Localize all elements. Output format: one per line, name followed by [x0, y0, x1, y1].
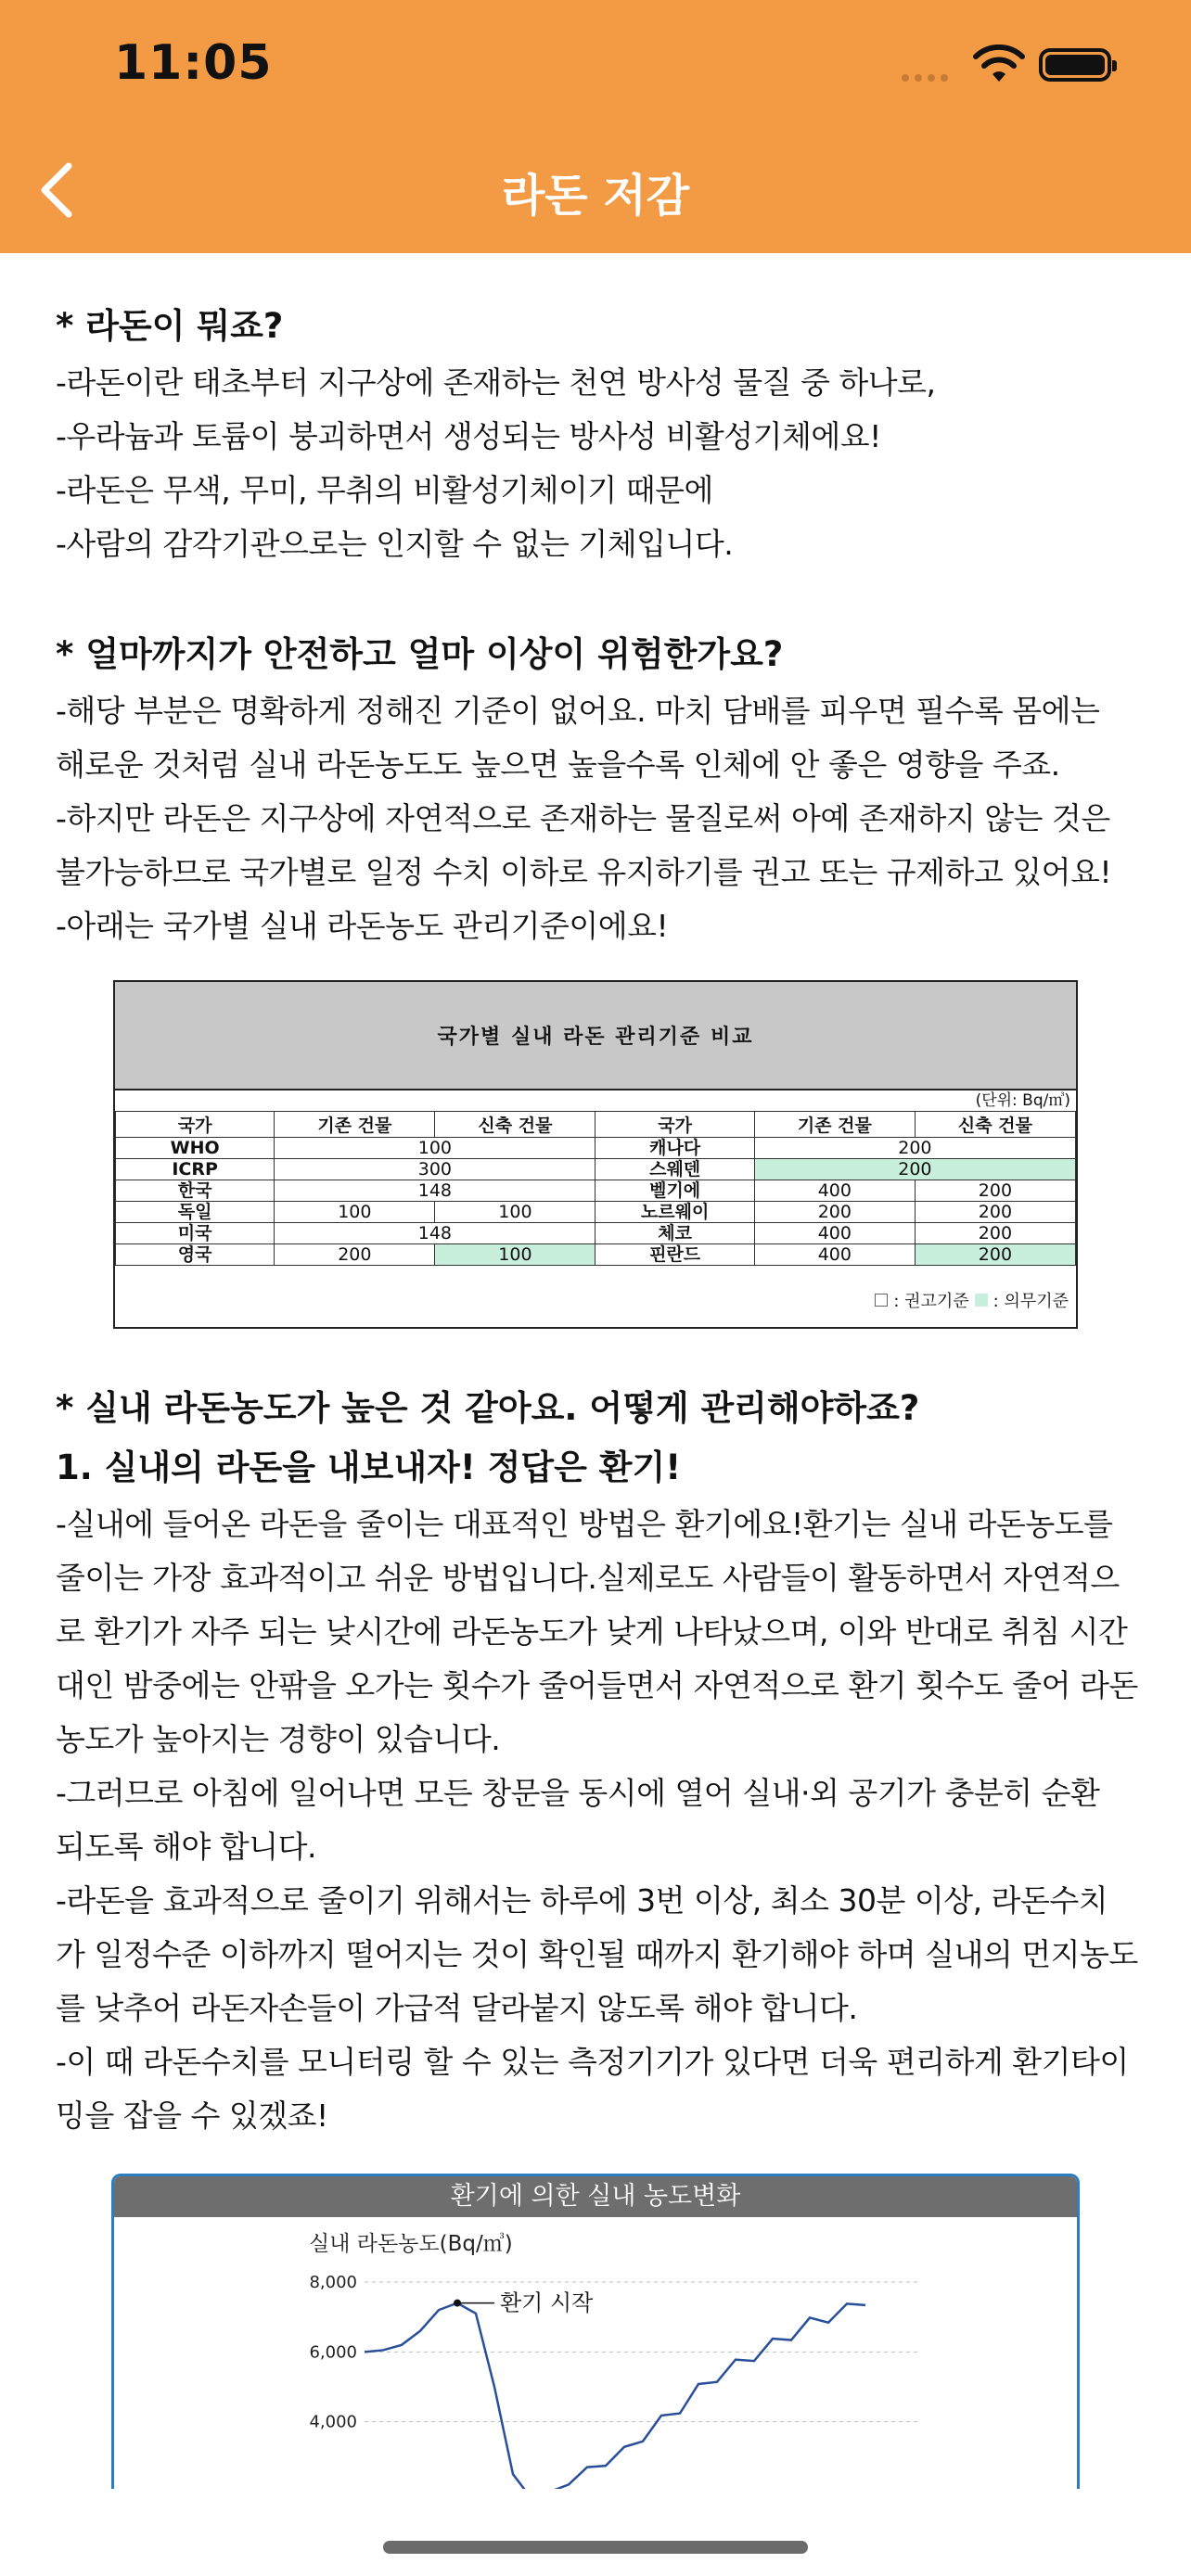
section-subheading: 1. 실내의 라돈을 내보내자! 정답은 환기! [56, 1447, 682, 1487]
paragraph-line: -우라늄과 토륨이 붕괴하면서 생성되는 방사성 비활성기체에요! [56, 418, 881, 454]
country-cell: 벨기에 [596, 1180, 754, 1202]
section-heading: * 얼마까지가 안전하고 얼마 이상이 위험한가요? [56, 634, 784, 674]
page-title: 라돈 저감 [501, 170, 690, 222]
paragraph-line: 밍을 잡을 수 있겠죠! [56, 2098, 328, 2134]
chart-ytick-label: 8,000 [309, 2273, 357, 2292]
paragraph-line: -라돈이란 태초부터 지구상에 존재하는 천연 방사성 물질 중 하나로, [56, 364, 936, 401]
status-time: 11:05 [114, 35, 273, 91]
table-row [116, 1180, 1076, 1202]
country-cell: 미국 [116, 1223, 275, 1244]
country-cell: WHO [116, 1138, 275, 1159]
chart-title: 환기에 의한 실내 농도변화 [114, 2176, 1077, 2217]
paragraph-line: 되도록 해야 합니다. [56, 1829, 316, 1865]
table-legend [875, 1288, 1069, 1312]
mandatory-legend-swatch [975, 1294, 988, 1307]
value-cell: 200 [915, 1202, 1075, 1223]
table-row [116, 1223, 1076, 1244]
value-cell: 100 [435, 1202, 596, 1223]
recommend-legend-swatch [875, 1294, 888, 1307]
legend-label: : 권고기준 [893, 1292, 969, 1311]
paragraph-line: 대인 밤중에는 안팎을 오가는 횟수가 줄어들면서 자연적으로 환기 횟수도 줄어 라돈 [56, 1667, 1138, 1703]
value-cell: 200 [754, 1202, 915, 1223]
article-content [56, 297, 1150, 953]
table-row [116, 1159, 1076, 1180]
country-cell: 체코 [596, 1223, 754, 1244]
paragraph-line: 줄이는 가장 효과적이고 쉬운 방법입니다.실제로도 사람들이 활동하면서 자연적으 [56, 1560, 1120, 1596]
paragraph-line: -아래는 국가별 실내 라돈농도 관리기준이에요! [56, 908, 669, 944]
value-cell-mandatory: 200 [915, 1244, 1075, 1266]
paragraph-line: -해당 부분은 명확하게 정해진 기준이 없어요. 마치 담배를 피우면 필수록 몸에는 [56, 693, 1100, 729]
value-cell: 200 [754, 1138, 1075, 1159]
paragraph-line: -이 때 라돈수치를 모니터링 할 수 있는 측정기기가 있다면 더욱 편리하게 환기타이 [56, 2044, 1129, 2080]
header-cell: 국가 [596, 1112, 754, 1138]
paragraph-line: 농도가 높아지는 경향이 있습니다. [56, 1721, 501, 1757]
radon-standards-table-image [113, 980, 1078, 1329]
chart-ylabel: 실내 라돈농도(Bq/㎥) [309, 2232, 513, 2256]
table-unit: (단위: Bq/㎥) [975, 1091, 1070, 1110]
paragraph-line: -라돈을 효과적으로 줄이기 위해서는 하루에 3번 이상, 최소 30분 이상, 라돈수치 [56, 1882, 1108, 1919]
paragraph-line: 로 환기가 자주 되는 낮시간에 라돈농도가 낮게 나타났으며, 이와 반대로 취침 시간 [56, 1613, 1128, 1650]
header-cell: 기존 건물 [754, 1112, 915, 1138]
country-cell: ICRP [116, 1159, 275, 1180]
table-row [116, 1138, 1076, 1159]
country-cell: 핀란드 [596, 1244, 754, 1266]
header-cell: 기존 건물 [275, 1112, 435, 1138]
country-cell: 스웨덴 [596, 1159, 754, 1180]
chart-ytick-label: 6,000 [309, 2342, 357, 2363]
section-heading: * 실내 라돈농도가 높은 것 같아요. 어떻게 관리해야하죠? [56, 1388, 920, 1428]
country-cell: 한국 [116, 1180, 275, 1202]
paragraph-line: -라돈은 무색, 무미, 무취의 비활성기체이기 때문에 [56, 472, 713, 508]
value-cell: 200 [915, 1223, 1075, 1244]
value-cell: 200 [915, 1180, 1075, 1202]
value-cell: 400 [754, 1180, 915, 1202]
paragraph-line: 가 일정수준 이하까지 떨어지는 것이 확인될 때까지 환기해야 하며 실내의 먼지농도 [56, 1936, 1138, 1972]
ventilation-chart-image [111, 2174, 1080, 2489]
value-cell-mandatory: 100 [435, 1244, 596, 1266]
paragraph-line: -사람의 감각기관으로는 인지할 수 없는 기체입니다. [56, 526, 734, 562]
table-header-row [116, 1112, 1076, 1138]
article-content-2 [56, 1379, 1150, 2143]
value-cell: 200 [275, 1244, 435, 1266]
chart-annotation-label: 환기 시작 [500, 2289, 594, 2316]
country-cell: 캐나다 [596, 1138, 754, 1159]
country-cell: 독일 [116, 1202, 275, 1223]
paragraph-line: 해로운 것처럼 실내 라돈농도도 높으면 높을수록 인체에 안 좋은 영향을 주죠. [56, 746, 1060, 783]
radon-standards-table [115, 1111, 1076, 1266]
value-cell: 400 [754, 1223, 915, 1244]
table-row [116, 1202, 1076, 1223]
header-cell: 신축 건물 [915, 1112, 1075, 1138]
country-cell: 영국 [116, 1244, 275, 1266]
cellular-signal-icon [902, 74, 948, 82]
wifi-icon [972, 45, 1026, 85]
value-cell: 148 [275, 1223, 596, 1244]
chart-ytick-label: 4,000 [309, 2412, 357, 2432]
header-cell: 국가 [116, 1112, 275, 1138]
paragraph-line: -실내에 들어온 라돈을 줄이는 대표적인 방법은 환기에요!환기는 실내 라돈농도를 [56, 1506, 1113, 1542]
paragraph-line: -그러므로 아침에 일어나면 모든 창문을 동시에 열어 실내·외 공기가 충분히 순환 [56, 1775, 1100, 1811]
app-header [0, 0, 1191, 253]
battery-icon [1039, 48, 1111, 82]
paragraph-line: -하지만 라돈은 지구상에 자연적으로 존재하는 물질로써 아예 존재하지 않는 것은 [56, 800, 1110, 836]
section-heading: * 라돈이 뭐죠? [56, 306, 284, 346]
value-cell-mandatory: 200 [754, 1159, 1075, 1180]
paragraph-line: 를 낮추어 라돈자손들이 가급적 달라붙지 않도록 해야 합니다. [56, 1990, 858, 2026]
value-cell: 100 [275, 1138, 596, 1159]
value-cell: 100 [275, 1202, 435, 1223]
value-cell: 148 [275, 1180, 596, 1202]
chart-series-line [365, 2303, 865, 2489]
country-cell: 노르웨이 [596, 1202, 754, 1223]
table-row [116, 1244, 1076, 1266]
value-cell: 400 [754, 1244, 915, 1266]
value-cell: 300 [275, 1159, 596, 1180]
paragraph-line: 불가능하므로 국가별로 일정 수치 이하로 유지하기를 권고 또는 규제하고 있어요! [56, 854, 1112, 890]
header-cell: 신축 건물 [435, 1112, 596, 1138]
chart-plot [114, 2217, 1077, 2489]
legend-label: : 의무기준 [992, 1292, 1069, 1311]
home-indicator [383, 2541, 808, 2554]
table-title: 국가별 실내 라돈 관리기준 비교 [115, 982, 1076, 1090]
